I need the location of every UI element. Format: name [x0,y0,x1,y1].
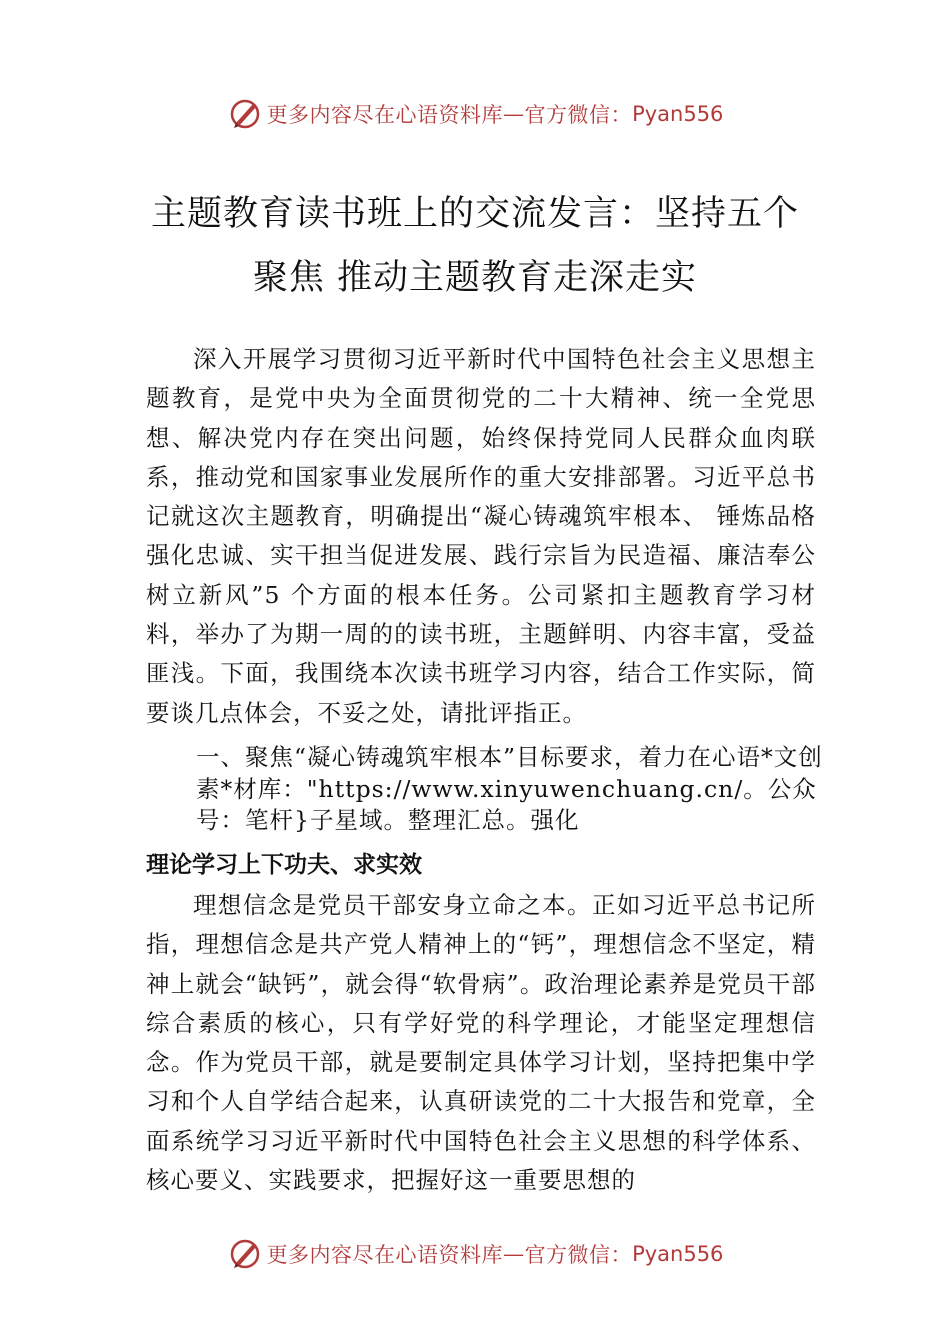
footer-watermark-banner [0,1232,950,1276]
banner-dash: — [503,102,525,126]
pen-logo-icon [227,1236,263,1272]
banner-text: 更多内容尽在心语资料库 [266,1243,504,1267]
section-1-paragraph: 理想信念是党员干部安身立命之本。正如习近平总书记所指，理想信念是共产党人精神上的“钙”，理想信念不坚定，精神上就会“缺钙”，就会得“软骨病”。政治理论素养是党员干部综合素质的核心，只有学好党的科学理论，才能坚定理想信念。作为党员干部，就是要制定具体学习计划，坚持把集中学习和个人自学结合起来，认真研读党的二十大报告和党章，全面系统学习习近平新时代中国特色社会主义思想的科学体系、核心要义、实践要求，把握好这一重要思想的 [146,891,816,1195]
document-title-line-1: 主题教育读书班上的交流发言：坚持五个 [150,194,799,234]
banner-contact-label: 官方微信： [524,103,633,127]
banner-text: 更多内容尽在心语资料库 [266,103,504,127]
header-watermark-banner [0,92,950,136]
intro-paragraph: 深入开展学习贯彻习近平新时代中国特色社会主义思想主题教育，是党中央为全面贯彻党的二十大精神、统一全党思想、解决党内存在突出问题，始终保持党同人民群众血肉联系，推动党和国家事业发展所作的重大安排部署。习近平总书记就这次主题教育，明确提出“凝心铸魂筑牢根本、 锤炼品格强化忠诚、实干担当促进发展、践行宗旨为民造福、廉洁奉公树立新风”5 个方面的根本任务。公司紧扣主题教育学习材料，举办了为期一周的的读书班，主题鲜明、内容丰富，受益匪浅。下面，我围绕本次读书班学习内容，结合工作实际，简要谈几点体会，不妥之处，请批评指正。 [146,345,816,727]
section-1-heading: 理论学习上下功夫、求实效 [146,852,422,878]
banner-contact-label: 官方微信： [524,1243,633,1267]
banner-contact-value: Pyan556 [632,1242,724,1266]
section-1-intro: 一、聚焦“凝心铸魂筑牢根本”目标要求，着力在心语*文创素*材库："https://www.xinyuwenchuang.cn/。公众号：笔杆}子星域。整理汇总。强化 [196,743,823,834]
pen-logo-icon [227,96,263,132]
document-title-line-2: 聚焦 推动主题教育走深走实 [252,258,698,298]
banner-contact-value: Pyan556 [632,102,724,126]
banner-dash: — [503,1242,525,1266]
